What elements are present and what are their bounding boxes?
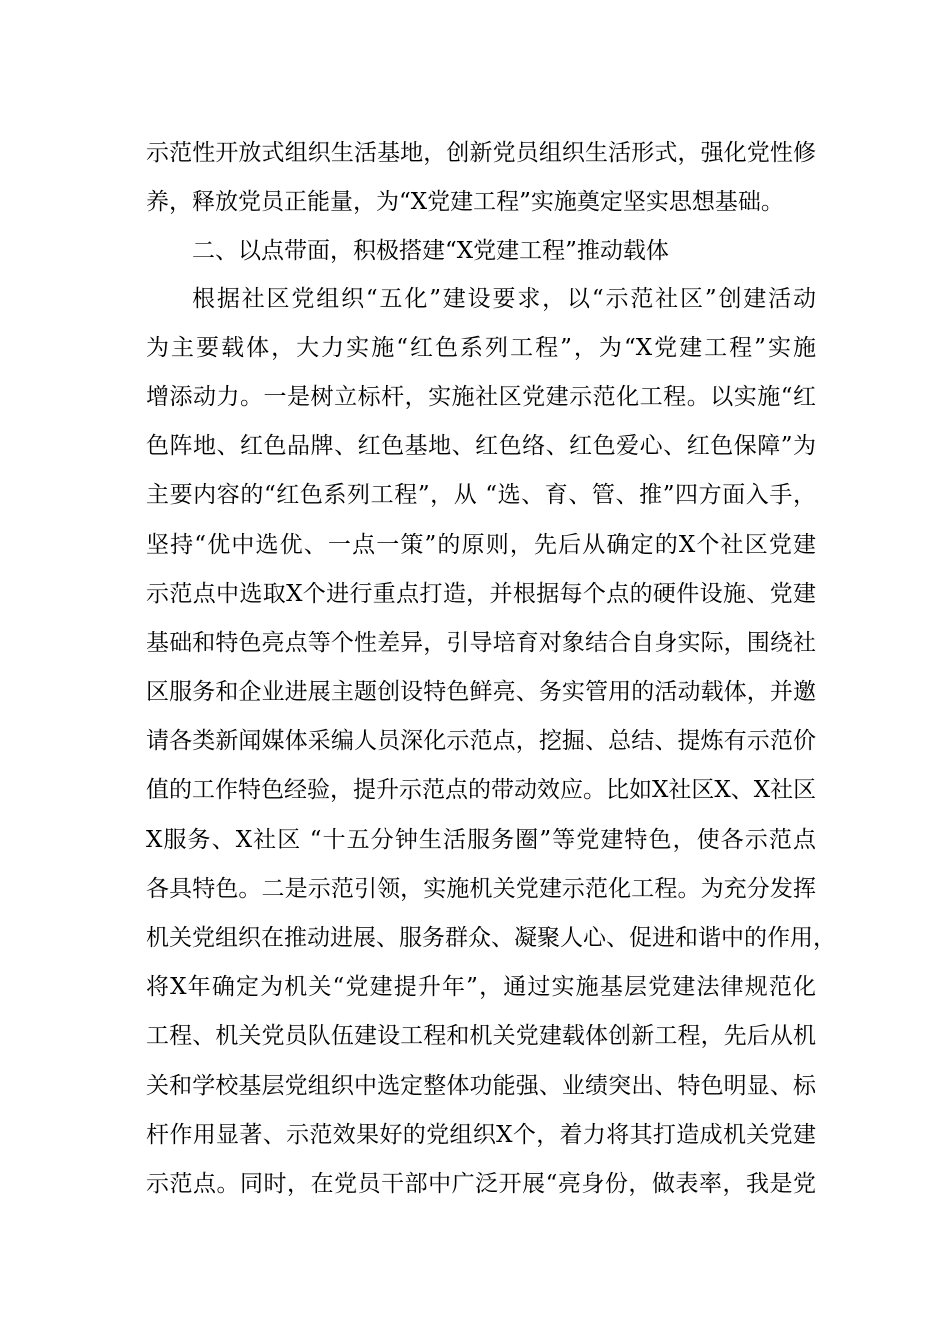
text-line-12: 区服务和企业进展主题创设特色鲜亮、务实管用的活动载体，并邀 [146, 679, 816, 705]
text-line-15: X服务、X社区 “十五分钟生活服务圈”等党建特色，使各示范点 [146, 827, 816, 853]
text-line-9: 坚持“优中选优、一点一策”的原则，先后从确定的X个社区党建 [146, 532, 816, 558]
text-line-21: 杆作用显著、示范效果好的党组织X个，着力将其打造成机关党建 [146, 1122, 816, 1148]
text-line-19: 工程、机关党员队伍建设工程和机关党建载体创新工程，先后从机 [146, 1023, 816, 1049]
text-line-14: 值的工作特色经验，提升示范点的带动效应。比如X社区X、X社区 [146, 777, 817, 803]
text-line-10: 示范点中选取X个进行重点打造，并根据每个点的硬件设施、党建 [146, 581, 816, 607]
text-line-8: 主要内容的“红色系列工程”，从 “选、育、管、推”四方面入手， [146, 482, 816, 508]
text-line-11: 基础和特色亮点等个性差异，引导培育对象结合自身实际，围绕社 [146, 630, 816, 656]
text-line-7: 色阵地、红色品牌、红色基地、红色络、红色爱心、红色保障”为 [146, 433, 816, 459]
text-line-20: 关和学校基层党组织中选定整体功能强、业绩突出、特色明显、标 [146, 1073, 816, 1099]
section-heading: 二、以点带面，积极搭建“X党建工程”推动载体 [192, 238, 669, 264]
text-line-18: 将X年确定为机关“党建提升年”，通过实施基层党建法律规范化 [146, 974, 816, 1000]
text-line-2: 养，释放党员正能量，为“X党建工程”实施奠定坚实思想基础。 [146, 189, 784, 215]
text-line-13: 请各类新闻媒体采编人员深化示范点，挖掘、总结、提炼有示范价 [146, 728, 816, 754]
text-line-6: 增添动力。一是树立标杆，实施社区党建示范化工程。以实施“红 [146, 384, 816, 410]
text-line-17: 机关党组织在推动进展、服务群众、凝聚人心、促进和谐中的作用， [146, 925, 836, 951]
text-line-5: 为主要载体，大力实施“红色系列工程”，为“X党建工程”实施 [146, 335, 816, 361]
text-line-16: 各具特色。二是示范引领，实施机关党建示范化工程。为充分发挥 [146, 876, 816, 902]
text-line-4: 根据社区党组织“五化”建设要求，以“示范社区”创建活动 [192, 286, 816, 312]
text-line-1: 示范性开放式组织生活基地，创新党员组织生活形式，强化党性修 [146, 140, 816, 166]
text-line-22: 示范点。同时，在党员干部中广泛开展“亮身份，做表率，我是党 [146, 1171, 816, 1197]
